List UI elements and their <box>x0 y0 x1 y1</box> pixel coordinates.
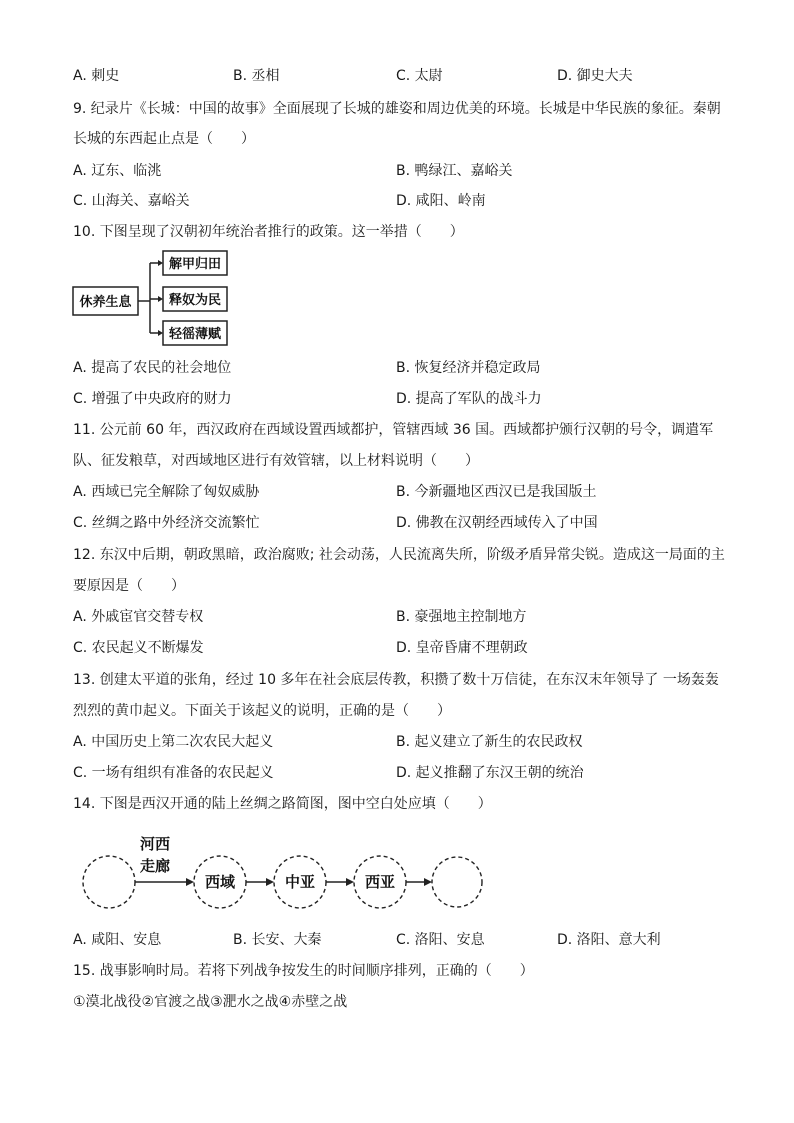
q9-option-c: C. 山海关、嘉峪关 <box>73 193 190 209</box>
q10-branch-label-3: 轻徭薄赋 <box>168 327 222 342</box>
q12-option-a: A. 外戚宦官交替专权 <box>73 609 204 625</box>
q11-option-a: A. 西域已完全解除了匈奴威胁 <box>73 484 260 500</box>
q14-corridor-label-line1: 河西 <box>140 835 171 853</box>
q14-blank-end-circle <box>432 857 482 907</box>
q12-option-c: C. 农民起义不断爆发 <box>73 640 204 656</box>
q10-branch-label-2: 释奴为民 <box>168 293 222 308</box>
q14-corridor-label-line2: 走廊 <box>140 857 171 875</box>
q11-option-b: B. 今新疆地区西汉已是我国版土 <box>396 484 597 500</box>
q14-node-label-3: 西亚 <box>364 873 396 891</box>
q8-option-d: D. 御史大夫 <box>557 68 633 84</box>
q15-stem: 15. 战事影响时局。若将下列战争按发生的时间顺序排列，正确的（ ） <box>73 963 534 979</box>
q11-option-c: C. 丝绸之路中外经济交流繁忙 <box>73 515 260 531</box>
q14-node-label-1: 西域 <box>204 873 236 891</box>
q9-option-d: D. 咸阳、岭南 <box>396 193 486 209</box>
q12-stem-line1: 12. 东汉中后期，朝政黑暗，政治腐败; 社会动荡，人民流离失所，阶级矛盾异常尖锐。造成这一局面的主 <box>73 547 725 563</box>
q10-option-c: C. 增强了中央政府的财力 <box>73 391 232 407</box>
q10-option-b: B. 恢复经济并稳定政局 <box>396 360 541 376</box>
q14-option-d: D. 洛阳、意大利 <box>557 932 661 948</box>
q12-option-b: B. 豪强地主控制地方 <box>396 609 527 625</box>
q10-root-label: 休养生息 <box>79 295 132 310</box>
q13-option-c: C. 一场有组织有准备的农民起义 <box>73 765 274 781</box>
q13-stem-line2: 烈烈的黄巾起义。下面关于该起义的说明，正确的是（ ） <box>73 703 451 719</box>
q9-option-b: B. 鸭绿江、嘉峪关 <box>396 163 513 179</box>
q10-stem: 10. 下图呈现了汉朝初年统治者推行的政策。这一举措（ ） <box>73 224 464 240</box>
q11-option-d: D. 佛教在汉朝经西域传入了中国 <box>396 515 598 531</box>
q10-option-a: A. 提高了农民的社会地位 <box>73 360 232 376</box>
q14-option-a: A. 咸阳、安息 <box>73 932 162 948</box>
q14-blank-start-circle <box>83 856 135 908</box>
q9-stem-line1: 9. 纪录片《长城：中国的故事》全面展现了长城的雄姿和周边优美的环境。长城是中华民族的象征。秦朝 <box>73 101 721 117</box>
q8-option-c: C. 太尉 <box>396 68 443 84</box>
q9-stem-line2: 长城的东西起止点是（ ） <box>73 131 255 147</box>
q12-option-d: D. 皇帝昏庸不理朝政 <box>396 640 528 656</box>
q10-policy-diagram <box>72 248 234 348</box>
q8-option-a: A. 刺史 <box>73 68 120 84</box>
q10-option-d: D. 提高了军队的战斗力 <box>396 391 542 407</box>
q13-option-b: B. 起义建立了新生的农民政权 <box>396 734 583 750</box>
q11-stem-line1: 11. 公元前 60 年，西汉政府在西域设置西域都护，管辖西域 36 国。西域都护颁行汉朝的号令，调遣军 <box>73 422 714 438</box>
q14-option-c: C. 洛阳、安息 <box>396 932 485 948</box>
q13-stem-line1: 13. 创建太平道的张角，经过 10 多年在社会底层传教，积攒了数十万信徒，在东汉末年领导了 一场轰轰 <box>73 672 719 688</box>
q13-option-d: D. 起义推翻了东汉王朝的统治 <box>396 765 584 781</box>
q8-option-b: B. 丞相 <box>233 68 280 84</box>
q13-option-a: A. 中国历史上第二次农民大起义 <box>73 734 274 750</box>
q15-items: ①漠北战役②官渡之战③淝水之战④赤壁之战 <box>73 994 348 1010</box>
q10-branch-label-1: 解甲归田 <box>168 257 222 272</box>
q14-silk-road-diagram <box>80 830 484 912</box>
q14-node-label-2: 中亚 <box>284 873 316 891</box>
q14-stem: 14. 下图是西汉开通的陆上丝绸之路简图，图中空白处应填（ ） <box>73 796 492 812</box>
q12-stem-line2: 要原因是（ ） <box>73 578 185 594</box>
q14-option-b: B. 长安、大秦 <box>233 932 322 948</box>
q9-option-a: A. 辽东、临洮 <box>73 163 162 179</box>
q11-stem-line2: 队、征发粮草，对西域地区进行有效管辖，以上材料说明（ ） <box>73 453 479 469</box>
